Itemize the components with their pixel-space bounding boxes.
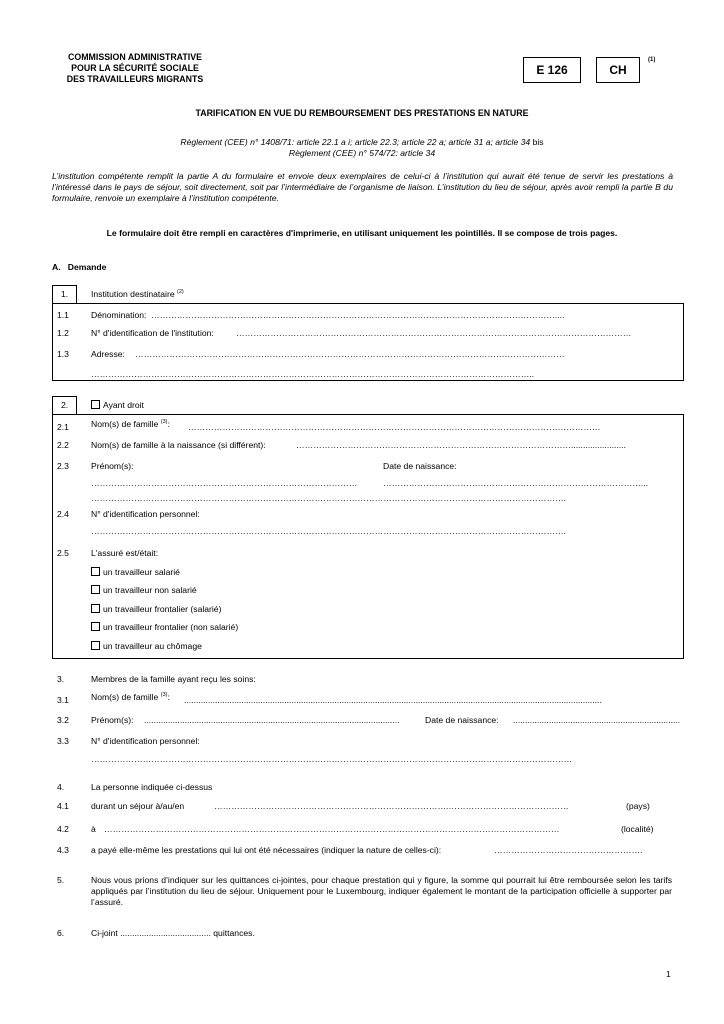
row-2-2-num: 2.2 [57, 440, 69, 450]
field-first-name[interactable]: ………………………………………………………………………………… [91, 478, 358, 488]
label-first-name: Prénom(s): [91, 461, 134, 471]
org-line-1: COMMISSION ADMINISTRATIVE [68, 52, 202, 62]
issuing-organization [40, 52, 230, 85]
option-salarie[interactable] [91, 567, 180, 578]
option-label: un travailleur non salarié [103, 585, 197, 595]
option-label: un travailleur au chômage [103, 641, 202, 651]
row-3-1 [91, 692, 170, 703]
field-birth-name[interactable]: ……………………………………………………………………………………....................... [296, 440, 626, 450]
option-label: un travailleur frontalier (salarié) [103, 604, 222, 614]
colon: : [167, 692, 170, 702]
row-2-1 [91, 419, 170, 430]
label-a: à [91, 824, 96, 834]
regulation-line-1: Règlement (CEE) n° 1408/71: article 22.1 a i; article 22.3; article 22 a; article 31 a; article 34 [180, 137, 531, 147]
section-a-heading: A. Demande [52, 262, 107, 272]
row-2-3-num: 2.3 [57, 461, 69, 471]
row-2-2 [91, 440, 266, 451]
label-insured-status: L'assuré est/était: [91, 548, 159, 558]
footnote-3: (3) [160, 419, 168, 425]
checkbox-frontalier-non-salarie[interactable] [91, 622, 100, 631]
label-localite: (localité) [621, 824, 654, 834]
option-frontalier-salarie[interactable] [91, 604, 221, 615]
checkbox-salarie[interactable] [91, 567, 100, 576]
field-address-2[interactable]: ……………………………………………………………………………………………………………………………………….. [91, 369, 535, 379]
field-first-name-2[interactable]: …………………………………………………………………………………………………………………………………………………. [91, 493, 567, 503]
field-member-first-name[interactable]: ........................................................................................................... [144, 715, 400, 725]
country-code-box [596, 57, 640, 83]
row-1-3 [91, 349, 125, 360]
row-1-2-num: 1.2 [57, 328, 69, 338]
section-4-label: La personne indiquée ci-dessus [91, 782, 213, 792]
row-6 [91, 928, 255, 939]
field-stay-country[interactable]: ……………………………………………………………………….…………………………………… [214, 801, 569, 811]
row-4-1 [91, 801, 184, 812]
form-code-box [523, 57, 581, 83]
row-3-3 [91, 736, 200, 747]
row-2-5 [91, 548, 158, 559]
row-2-5-num: 2.5 [57, 548, 69, 558]
section-5-text: Nous vous prions d’indiquer sur les quittances ci-jointes, pour chaque prestation qui y figure, la somme qui pourrait lui être remboursée selon les tarifs appliqués par l’institution du lieu de séjour. Uniquement pour le Luxembourg, indiquer également le montant de la participation officielle à supporter par l’assuré. [91, 875, 672, 907]
field-birth-date[interactable]: ………………………………………………………………………………... [383, 478, 648, 488]
footnote-ref: (1) [648, 57, 656, 63]
form-code: E 126 [536, 63, 568, 77]
regulation-bis: bis [530, 137, 544, 147]
field-receipt-count[interactable]: ...................................... [120, 928, 211, 938]
field-locality[interactable]: …………………………………………………………………………………………………………………………………………… [104, 824, 560, 834]
field-member-birth-date[interactable]: ...................................................................... [513, 715, 681, 725]
intro-paragraph: L’institution compétente remplit la partie A du formulaire et envoie deux exemplaires de celui-ci à l’institution qui aurait été tenue de servir les prestations à l’intéressé dans le pays de séjour, soit directement, soit par l’intermédiaire de l’organisme de liaison. L’institution du lieu de séjour, après avoir rempli la partie B du formulaire, renvoie un exemplaire à l’institution compétente. [52, 171, 673, 203]
row-1-3-num: 1.3 [57, 349, 69, 359]
row-4-1-num: 4.1 [57, 801, 69, 811]
label-member-first-name: Prénom(s): [91, 715, 134, 725]
label-paid-benefits: a payé elle-même les prestations qui lui ont été nécessaires (indiquer la nature de celles-ci): [91, 845, 442, 855]
row-4-3 [91, 845, 441, 856]
section-2-label [91, 400, 144, 411]
field-denomination[interactable]: …………………………………………………………………………………………………………………………….... [151, 310, 565, 320]
row-3-2 [91, 715, 134, 726]
label-birth-date: Date de naissance: [383, 461, 457, 471]
field-personal-id[interactable]: …………………………………………………………………………………………………………………………………………………. [91, 526, 567, 536]
section-2-number: 2. [61, 400, 69, 410]
fill-instruction: Le formulaire doit être rempli en caractères d'imprimerie, en utilisant uniquement les pointillés. Il se compose de trois pages. [106, 228, 618, 238]
section-1-number: 1. [61, 289, 69, 299]
label-quittances: quittances. [213, 928, 255, 938]
section-1-label [91, 289, 184, 300]
row-1-1 [91, 310, 146, 321]
label-member-birth-date: Date de naissance: [425, 715, 499, 725]
option-frontalier-non-salarie[interactable] [91, 622, 238, 633]
label-address: Adresse: [91, 349, 125, 359]
label-family-name: Nom(s) de famille [91, 419, 159, 429]
field-member-family-name[interactable]: ............................................................................................................................................................................... [184, 695, 602, 705]
section-3-label: Membres de la famille ayant reçu les soins: [91, 674, 256, 684]
label-member-personal-id: N° d'identification personnel: [91, 736, 200, 746]
checkbox-frontalier-salarie[interactable] [91, 604, 100, 613]
section-3-number: 3. [57, 674, 65, 684]
row-2-3 [91, 461, 134, 472]
section-4-number: 4. [57, 782, 65, 792]
field-institution-id[interactable]: ………………………………………………………………………………………………………………………… [236, 328, 632, 338]
section-1-footnote: (2) [177, 289, 184, 295]
label-birth-name: Nom(s) de famille à la naissance (si différent): [91, 440, 266, 450]
org-line-3: DES TRAVAILLEURS MIGRANTS [66, 74, 204, 84]
label-personal-id: N° d'identification personnel: [91, 509, 200, 519]
row-2-4 [91, 509, 200, 520]
row-1-1-num: 1.1 [57, 310, 69, 320]
row-4-2-num: 4.2 [57, 824, 69, 834]
label-member-family-name: Nom(s) de famille [91, 692, 159, 702]
row-4-2 [91, 824, 96, 835]
section-1-title: Institution destinataire [91, 289, 175, 299]
option-chomage[interactable] [91, 641, 202, 652]
regulation-references [40, 137, 684, 158]
section-2-title: Ayant droit [103, 400, 144, 410]
option-label: un travailleur salarié [103, 567, 180, 577]
form-title: TARIFICATION EN VUE DU REMBOURSEMENT DES PRESTATIONS EN NATURE [195, 108, 529, 118]
field-address[interactable]: …………………………………………………………………………………………………………………………………… [135, 349, 565, 359]
field-paid-benefits[interactable]: ……………………………………………. [494, 845, 643, 855]
row-3-1-num: 3.1 [57, 695, 69, 705]
row-3-3-num: 3.3 [57, 736, 69, 746]
section-6-number: 6. [57, 928, 65, 938]
field-family-name[interactable]: ……………………………………………………………………………………………………………………………… [188, 422, 601, 432]
option-non-salarie[interactable] [91, 585, 197, 596]
label-denomination: Dénomination: [91, 310, 147, 320]
org-line-2: POUR LA SÉCURITÉ SOCIALE [71, 63, 199, 73]
checkbox-ayant-droit[interactable] [91, 400, 100, 409]
regulation-line-2: Règlement (CEE) n° 574/72: article 34 [288, 147, 436, 158]
country-code: CH [609, 63, 627, 77]
label-pays: (pays) [626, 801, 650, 811]
row-1-2 [91, 328, 214, 339]
checkbox-chomage[interactable] [91, 641, 100, 650]
label-institution-id: N° d'identification de l'institution: [91, 328, 214, 338]
section-5-number: 5. [57, 875, 65, 885]
label-stay: durant un séjour à/au/en [91, 801, 185, 811]
footnote-3: (3) [160, 692, 168, 698]
row-3-2-num: 3.2 [57, 715, 69, 725]
row-2-4-num: 2.4 [57, 509, 69, 519]
page-number: 1 [666, 969, 671, 979]
label-ci-joint: Ci-joint [91, 928, 118, 938]
field-member-personal-id[interactable]: …………………………………………………………………………………………………………………………………………………… [91, 754, 573, 764]
row-2-1-num: 2.1 [57, 422, 69, 432]
checkbox-non-salarie[interactable] [91, 585, 100, 594]
row-4-3-num: 4.3 [57, 845, 69, 855]
colon: : [167, 419, 170, 429]
option-label: un travailleur frontalier (non salarié) [103, 622, 239, 632]
